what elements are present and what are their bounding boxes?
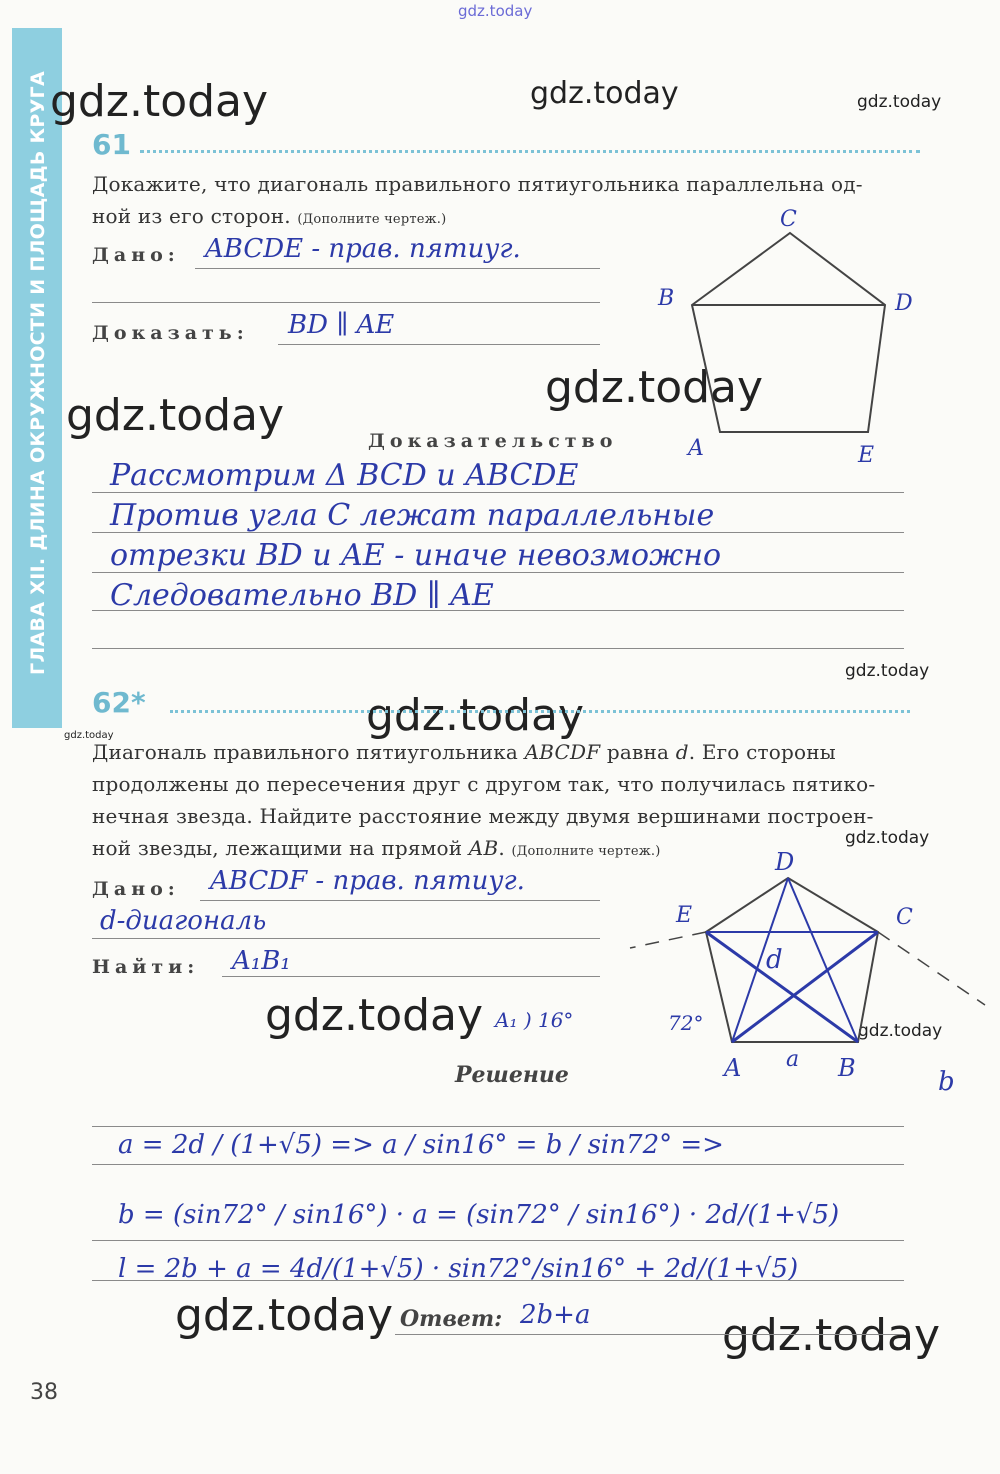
statement-text: d: [675, 740, 689, 764]
solution-line: a = 2d / (1+√5) => a / sin16° = b / sin72° =>: [118, 1130, 724, 1160]
answer-line: [92, 610, 904, 611]
answer-line: [395, 1334, 904, 1335]
answer-label: Ответ:: [400, 1306, 503, 1332]
answer-value: 2b+a: [520, 1300, 591, 1330]
statement-text: ABCDF: [524, 740, 601, 764]
task-statement: нечная звезда. Найдите расстояние между двумя вершинами построен-: [92, 804, 874, 828]
angle-label: 72°: [668, 1011, 704, 1035]
given-label: Дано:: [92, 878, 180, 900]
answer-line: [92, 572, 904, 573]
proof-line: Против угла C лежат параллельные: [110, 498, 715, 533]
find-label: Найти:: [92, 956, 200, 978]
statement-text: AB: [468, 836, 499, 860]
watermark: gdz.today: [50, 76, 269, 127]
prove-label: Доказать:: [92, 322, 249, 344]
task-statement: [92, 832, 661, 868]
solution-line: b = (sin72° / sin16°) · a = (sin72° / sin16°) · 2d/(1+√5): [118, 1200, 840, 1230]
statement-text: Диагональ правильного пятиугольника: [92, 740, 525, 764]
statement-text: равна: [600, 740, 676, 764]
vertex-label-a: A: [724, 1054, 742, 1082]
watermark: gdz.today: [64, 730, 114, 741]
vertex-label-e: E: [676, 903, 693, 928]
angle-note: A₁ ) 16°: [495, 1008, 574, 1032]
page-number: 38: [30, 1380, 58, 1405]
answer-line: [92, 492, 904, 493]
answer-line: [278, 344, 600, 345]
watermark: gdz.today: [175, 1290, 394, 1341]
statement-text: .: [498, 836, 505, 860]
given-value: ABCDE - прав. пятиуг.: [205, 234, 521, 264]
answer-line: [92, 1164, 904, 1165]
vertex-label-b: B: [838, 1054, 856, 1082]
solution-line: l = 2b + a = 4d/(1+√5) · sin72°/sin16° + 2d/(1+√5): [118, 1254, 799, 1284]
solution-heading: Решение: [455, 1062, 569, 1088]
answer-line: [92, 1240, 904, 1241]
pentagon-figure: [640, 200, 930, 470]
proof-line: отрезки BD и AE - иначе невозможно: [110, 538, 722, 573]
watermark: gdz.today: [545, 362, 764, 413]
answer-line: [92, 1280, 904, 1281]
vertex-label-c: C: [780, 207, 797, 232]
proof-line: Рассмотрим Δ BCD и ABCDE: [110, 458, 579, 493]
vertex-label-e: E: [858, 443, 875, 468]
task-statement: [92, 736, 836, 768]
given-label: Дано:: [92, 244, 180, 266]
statement-text: . Его стороны: [688, 740, 836, 764]
vertex-label-d: D: [775, 848, 795, 876]
answer-line: [200, 900, 600, 901]
star-pentagon-figure: [620, 840, 990, 1100]
watermark: gdz.today: [845, 828, 930, 848]
diagonal-label-d: d: [766, 945, 783, 975]
vertex-label-d: D: [895, 291, 913, 316]
task-statement: Докажите, что диагональ правильного пятиугольника параллельна од-: [92, 172, 863, 196]
find-value: A₁B₁: [232, 946, 291, 976]
watermark-top: gdz.today: [458, 2, 533, 20]
answer-line: [92, 938, 600, 939]
watermark: gdz.today: [530, 76, 679, 111]
answer-line: [92, 1126, 904, 1127]
watermark: gdz.today: [722, 1310, 941, 1361]
watermark: gdz.today: [858, 1021, 943, 1041]
vertex-label-b: B: [658, 286, 675, 311]
side-label-a: a: [786, 1047, 800, 1072]
statement-text: ной из его сторон.: [92, 204, 291, 228]
watermark: gdz.today: [857, 92, 942, 112]
answer-line: [195, 268, 600, 269]
answer-line: [92, 532, 904, 533]
chapter-title: ГЛАВА XII. ДЛИНА ОКРУЖНОСТИ И ПЛОЩАДЬ КРУГА: [27, 71, 49, 675]
proof-heading: Доказательство: [368, 430, 618, 452]
statement-note: (Дополните чертеж.): [511, 844, 661, 859]
statement-text: ной звезды, лежащими на прямой: [92, 836, 469, 860]
dotted-separator: [170, 710, 910, 713]
watermark: gdz.today: [265, 990, 484, 1041]
watermark: gdz.today: [66, 390, 285, 441]
watermark: gdz.today: [845, 661, 930, 681]
vertex-label-c: C: [896, 905, 913, 930]
point-label-b: b: [938, 1067, 955, 1097]
vertex-label-a: A: [688, 436, 704, 461]
task-statement: [92, 200, 446, 236]
given-value: d-диагональ: [100, 906, 267, 936]
task-number: 61: [92, 128, 131, 161]
prove-value: BD ∥ AE: [288, 310, 395, 340]
answer-line: [222, 976, 600, 977]
answer-line: [92, 648, 904, 649]
statement-note: (Дополните чертеж.): [297, 212, 447, 227]
answer-line: [92, 302, 600, 303]
given-value: ABCDF - прав. пятиуг.: [210, 866, 525, 896]
task-statement: продолжены до пересечения друг с другом так, что получилась пятико-: [92, 772, 876, 796]
proof-line: Следовательно BD ∥ AE: [110, 578, 494, 613]
watermark: gdz.today: [366, 690, 585, 741]
dotted-separator: [140, 150, 920, 153]
task-number: 62*: [92, 686, 146, 719]
